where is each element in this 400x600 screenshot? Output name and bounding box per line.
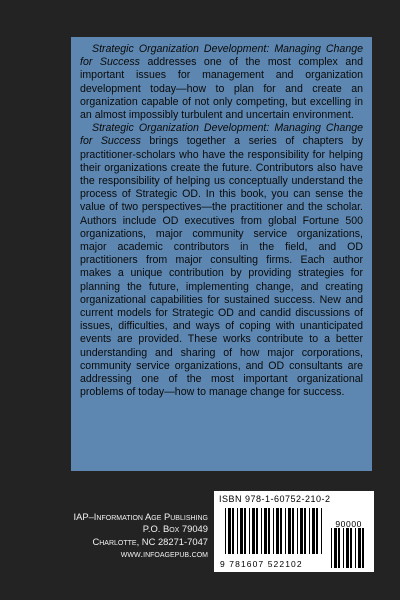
barcode-bar <box>312 508 315 554</box>
blurb-paragraph-1 <box>80 43 363 122</box>
barcode-bar <box>321 508 322 554</box>
barcode-bar <box>276 508 279 554</box>
publisher-po-box: P.O. Box 79049 <box>142 523 208 535</box>
isbn-barcode-label <box>214 491 374 572</box>
barcode-bar <box>273 508 274 554</box>
barcode-bar <box>304 508 306 554</box>
publisher-website: www.infoagepub.com <box>120 547 208 559</box>
barcode-bar <box>292 508 294 554</box>
barcode-bar <box>362 528 364 568</box>
barcode-bar <box>285 508 286 554</box>
barcode-bar <box>249 508 250 554</box>
barcode-bar <box>280 508 282 554</box>
publisher-name: IAP–Information Age Publishing <box>73 511 208 522</box>
barcode-bar <box>261 508 262 554</box>
barcode-bar <box>288 508 291 554</box>
barcode-bar <box>264 508 267 554</box>
publisher-city: Charlotte, NC 28271-7047 <box>92 535 208 547</box>
barcode-bar <box>358 528 361 568</box>
barcode-bar <box>331 528 332 568</box>
addon-price-code: 90000 <box>335 519 362 529</box>
barcode-bar <box>297 508 298 554</box>
blurb-paragraph-2 <box>80 122 363 399</box>
barcode-bar <box>252 508 255 554</box>
blurb-paragraph-1-text: addresses one of the most complex and important issues for management and organization development today—how to plan for and create an organization capable of not only competing, but excelling in an almost impossibly turbulent and uncertain environment. <box>80 56 364 122</box>
book-title-italic: Strategic Organization Development: Managing Change for Success <box>80 43 363 69</box>
ean-digits: 9 781607 522102 <box>220 559 303 569</box>
barcode-bar <box>338 528 340 568</box>
barcode-bar <box>240 508 243 554</box>
barcode-bar <box>237 508 238 554</box>
ean-barcode <box>225 508 325 554</box>
barcode-bar <box>256 508 258 554</box>
barcode-bar <box>316 508 318 554</box>
book-title-italic: Strategic Organization Development: Managing Change for Success <box>80 122 363 148</box>
barcode-bar <box>309 508 310 554</box>
barcode-bar <box>350 528 352 568</box>
barcode-graphic <box>219 506 369 561</box>
barcode-bar <box>268 508 270 554</box>
barcode-bar <box>225 508 226 554</box>
back-cover-blurb <box>71 37 372 471</box>
barcode-bar <box>228 508 231 554</box>
barcode-bar <box>343 528 344 568</box>
barcode-bar <box>244 508 246 554</box>
blurb-paragraph-2-text: brings together a series of chapters by practitioner-scholars who have the responsibility for helping their organizations create the future. Contributors also have the responsibility of helping us conceptually understand the process of Strategic OD. In this book, you can sense the value of two perspectives—the practitioner and the scholar. Authors include OD executives from global Fortune 500 organizations, major community service organizations, major academic contributors in the field, and OD practitioners from major consulting firms. Each author makes a unique contribution by providing strategies for planning the future, implementing change, and creating organizational capabilities for sustained success. New and current models for Strategic OD and candid discussions of issues, difficulties, and ways of coping with unanticipated events are provided. These works contribute to a better understanding and sharing of how major corporations, community service organizations, and OD consultants are addressing one of the most important organizational problems of today—how to manage change for success. <box>80 135 364 399</box>
isbn-number: ISBN 978-1-60752-210-2 <box>219 494 331 504</box>
barcode-bar <box>346 528 349 568</box>
barcode-bar <box>334 528 337 568</box>
barcode-bar <box>355 528 356 568</box>
barcode-bar <box>232 508 234 554</box>
addon-barcode <box>331 528 365 568</box>
barcode-bar <box>300 508 303 554</box>
publisher-info <box>58 511 208 560</box>
